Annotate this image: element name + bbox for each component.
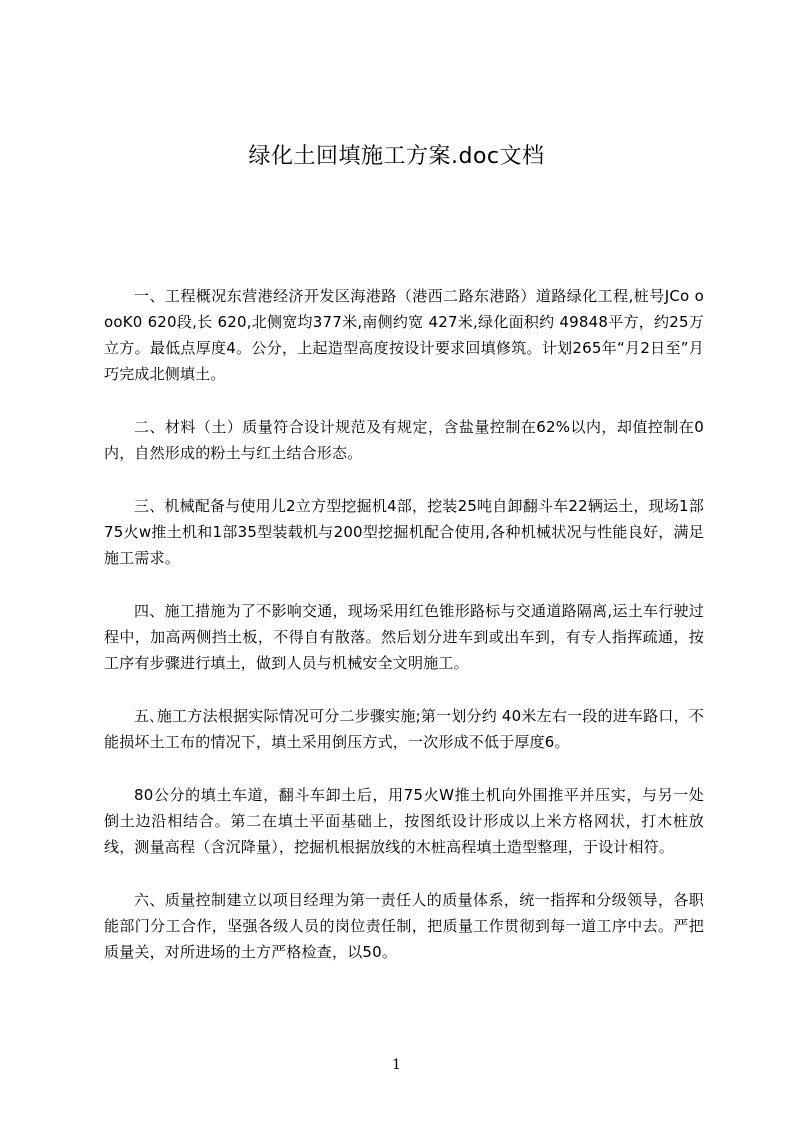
paragraph-machinery: 三、机械配备与使用儿2立方型挖掘机4部，挖装25吨自卸翻斗车22辆运土，现场1部75火w推土机和1部35型装载机与200型挖掘机配合使用,各种机械状况与性能良好，满足施工需求。 [104,497,704,567]
paragraph-project-overview: 一、工程概况东营港经济开发区海港路（港西二路东港路）道路绿化工程,桩号JCo oooK0 620段,长 620,北侧宽均377米,南侧约宽 427米,绿化面积约 49848平方，约25万立方。最低点厚度4。公分，上起造型高度按设计要求回填修筑。计划265年“月2日至”月巧完成北侧填土。 [104,287,704,383]
paragraph-fill-lane: 80公分的填土车道，翻斗车卸土后，用75火W推土机向外围推平并压实，与另一处倒土边沿相结合。第二在填土平面基础上，按图纸设计形成以上米方格网状，打木桩放线，测量高程（含沉降量），挖掘机根据放线的木桩高程填土造型整理，于设计相符。 [104,786,704,856]
document-body [104,283,704,992]
document-title: 绿化土回填施工方案.doc文档 [248,144,545,169]
paragraph-materials: 二、材料（土）质量符合设计规范及有规定，含盐量控制在62%以内，却值控制在0内，自然形成的粉土与红土结合形态。 [104,418,704,462]
paragraph-construction-measures: 四、施工措施为了不影响交通，现场采用红色锥形路标与交通道路隔离,运土车行驶过程中，加高两侧挡土板，不得自有散落。然后划分进车到或出车到，有专人指挥疏通，按工序有步骤进行填土，做到人员与机械安全文明施工。 [104,602,704,672]
page-number: 1 [392,1057,401,1073]
paragraph-quality-control: 六、质量控制建立以项目经理为第一责任人的质量体系，统一指挥和分级领导，各职能部门分工合作，坚强各级人员的岗位责任制，把质量工作贯彻到每一道工序中去。严把质量关，对所进场的土方严格检查，以50。 [104,891,704,961]
paragraph-construction-method: 五､施工方法根据实际情况可分二步骤实施;第一划分约 40米左右一段的进车路口，不能损坏土工布的情况下，填土采用倒压方式，一次形成不低于厚度6。 [104,707,704,751]
